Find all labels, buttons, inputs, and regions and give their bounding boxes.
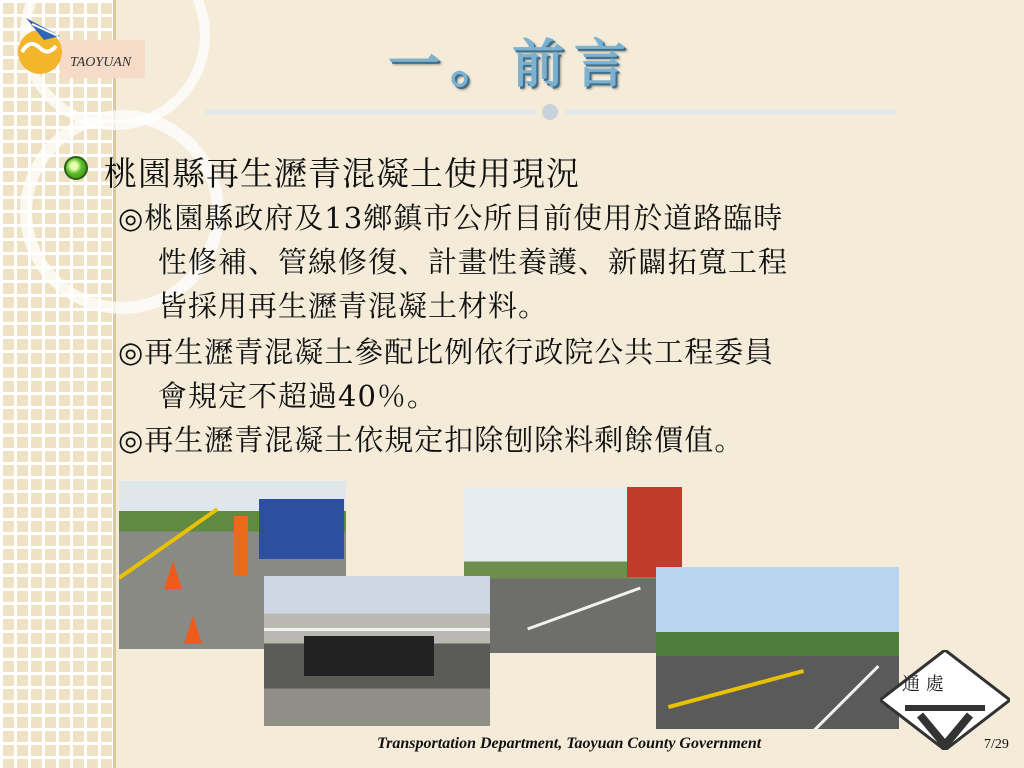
paragraph-2 — [118, 330, 938, 418]
photo-widened-road — [656, 567, 899, 729]
title-divider — [205, 104, 895, 120]
section-heading: 桃園縣再生瀝青混凝土使用現況 — [104, 154, 580, 193]
photo-asphalt-patch — [264, 576, 490, 726]
transportation-emblem — [880, 650, 1010, 750]
paragraph-line: 會規定不超過40％。 — [158, 379, 437, 413]
slide-title: 一。前言 — [387, 34, 636, 95]
footer-text: Transportation Department, Taoyuan County Government — [377, 735, 762, 752]
paragraph-1 — [118, 196, 938, 328]
paragraph-line: ◎再生瀝青混凝土依規定扣除刨除料剩餘價值。 — [118, 423, 745, 457]
paragraph-line: ◎再生瀝青混凝土參配比例依行政院公共工程委員 — [118, 335, 775, 369]
logo-text: TAOYUAN — [70, 55, 132, 70]
emblem-text: 通 處 — [902, 674, 944, 695]
paragraph-line: ◎桃園縣政府及13鄉鎮市公所目前使用於道路臨時 — [118, 201, 784, 235]
paragraph-3 — [118, 418, 938, 462]
photo-road-with-signs — [464, 487, 682, 653]
page-number: 7/29 — [984, 737, 1009, 752]
green-orb-bullet-icon — [64, 156, 88, 180]
paragraph-line: 性修補、管線修復、計畫性養護、新闢拓寬工程 — [158, 245, 789, 279]
paragraph-line: 皆採用再生瀝青混凝土材料。 — [158, 289, 549, 323]
